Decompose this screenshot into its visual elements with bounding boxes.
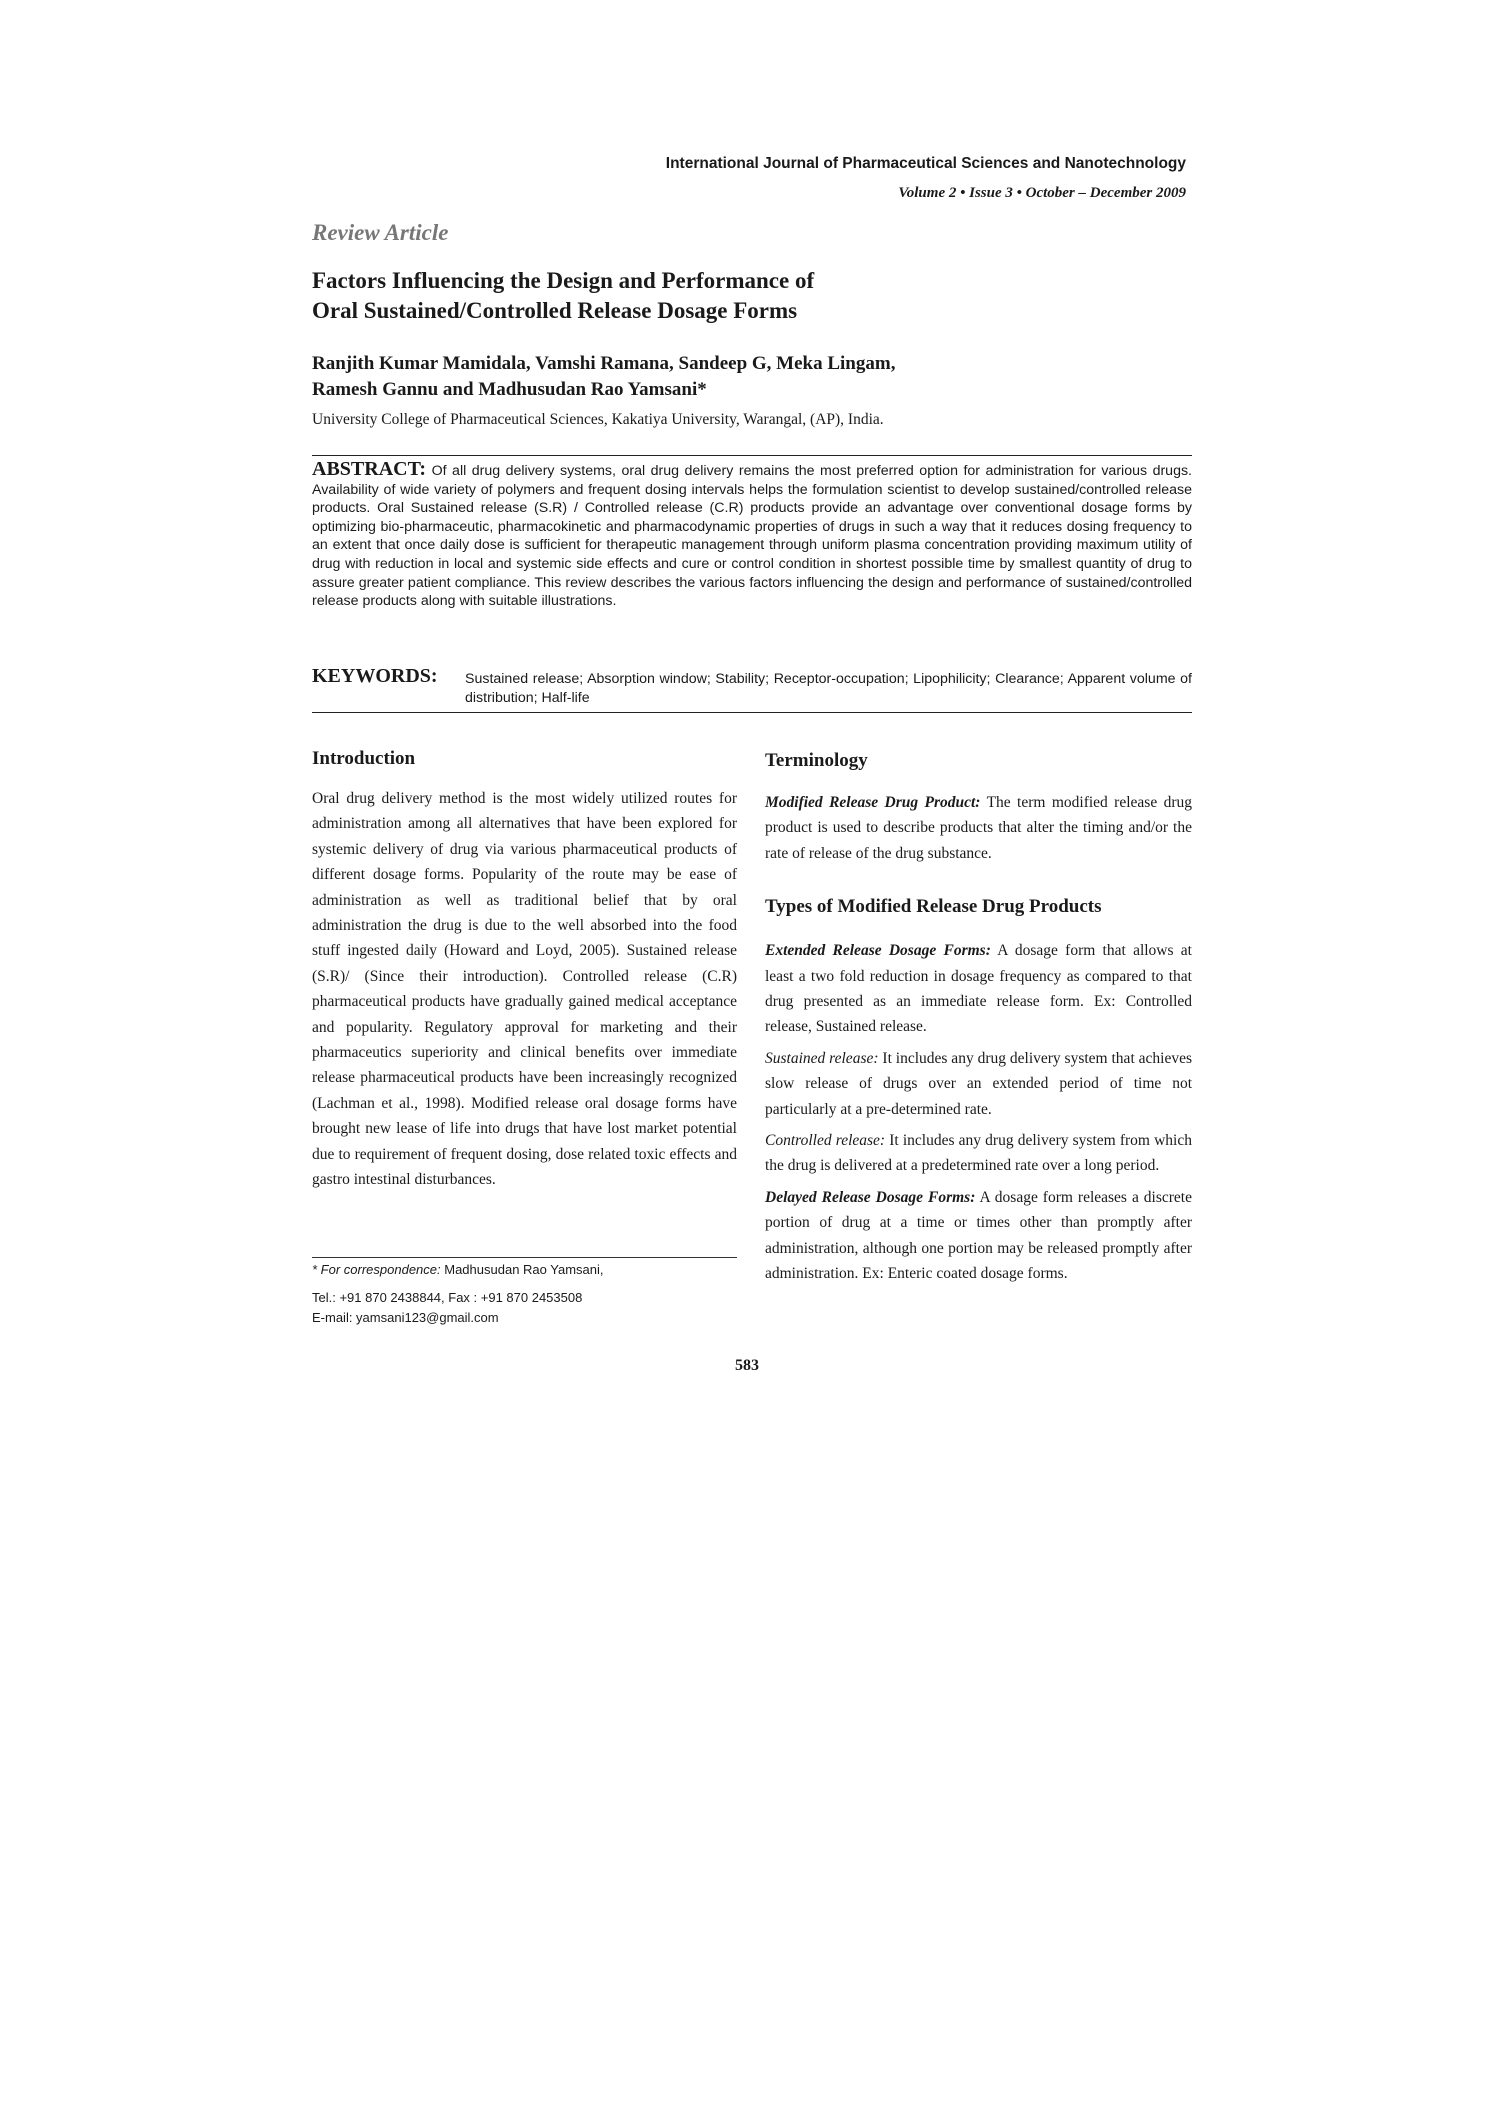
volume-issue-line: Volume 2 • Issue 3 • October – December 2009 <box>898 185 1186 201</box>
delayed-release-term: Delayed Release Dosage Forms: <box>765 1188 976 1206</box>
title-line-2: Oral Sustained/Controlled Release Dosage Forms <box>312 298 798 323</box>
article-title <box>312 266 1112 326</box>
left-column <box>312 748 737 1193</box>
extended-release-definition <box>765 938 1192 1040</box>
introduction-text: Oral drug delivery method is the most widely utilized routes for administration among all alternatives that have been explored for systemic delivery of drug via various pharmaceutical products of different dosage forms. Popularity of the route may be ease of administration as well as traditional belief that by oral administration the drug is due to the well absorbed into the food stuff ingested daily (Howard and Loyd, 2005). Sustained release (S.R)/ (Since their introduction). Controlled release (C.R) pharmaceutical products have gradually gained medical acceptance and popularity. Regulatory approval for marketing and their pharmaceutics superiority and clinical benefits over immediate release pharmaceutical products have been increasingly recognized (Lachman et al., 1998). Modified release oral dosage forms have brought new lease of life into drugs that have lost market potential due to requirement of frequent dosing, dose related toxic effects and gastro intestinal disturbances. <box>312 790 737 1189</box>
affiliation: University College of Pharmaceutical Sciences, Kakatiya University, Warangal, (AP), India. <box>312 411 884 428</box>
footnote-correspondence <box>312 1262 737 1277</box>
footnote-name: Madhusudan Rao Yamsani, <box>444 1262 604 1277</box>
controlled-release-definition <box>765 1128 1192 1179</box>
sustained-release-text: It includes any drug delivery system that achieves slow release of drugs over an extended period of time not particularly at a pre-determined rate. <box>765 1049 1192 1118</box>
controlled-release-term: Controlled release: <box>765 1132 886 1150</box>
abstract-label: ABSTRACT: <box>312 458 427 480</box>
sustained-release-definition <box>765 1046 1192 1122</box>
footnote-rule <box>312 1257 737 1258</box>
keywords-bottom-rule <box>312 712 1192 713</box>
delayed-release-definition <box>765 1185 1192 1287</box>
terminology-heading: Terminology <box>765 750 868 771</box>
abstract-block <box>312 460 1192 611</box>
modified-release-definition <box>765 790 1192 866</box>
types-heading: Types of Modified Release Drug Products <box>765 896 1102 918</box>
controlled-release-text: It includes any drug delivery system from which the drug is delivered at a predetermined rate over a long period. <box>765 1132 1192 1175</box>
abstract-text: Of all drug delivery systems, oral drug delivery remains the most preferred option for administration for various drugs. Availability of wide variety of polymers and frequent dosing intervals helps the formulation scientist to develop sustained/controlled release products. Oral Sustained release (S.R) / Controlled release (C.R) products provide an advantage over conventional dosage forms by optimizing bio-pharmaceutic, pharmacokinetic and pharmacodynamic properties of drugs in such a way that it reduces dosing frequency to an extent that once daily dose is sufficient for therapeutic management through uniform plasma concentration providing maximum utility of drug with reduction in local and systemic side effects and cure or control condition in shortest possible time by smallest quantity of drug to assure greater patient compliance. This review describes the various factors influencing the design and performance of sustained/controlled release products along with suitable illustrations. <box>312 463 1192 610</box>
journal-name: International Journal of Pharmaceutical Sciences and Nanotechnology <box>665 155 1186 172</box>
delayed-release-text: A dosage form releases a discrete portion of drug at a time or times other than promptly after administration, although one portion may be released promptly after administration. Ex: Enteric coated dosage forms. <box>765 1188 1192 1283</box>
sustained-release-term: Sustained release: <box>765 1049 879 1067</box>
abstract-top-rule <box>312 455 1192 456</box>
author-list <box>312 351 1132 403</box>
footnote-phone: Tel.: +91 870 2438844, Fax : +91 870 2453508 <box>312 1290 583 1305</box>
footnote-email: E-mail: yamsani123@gmail.com <box>312 1310 499 1325</box>
author-line-2: Ramesh Gannu and Madhusudan Rao Yamsani* <box>312 379 707 400</box>
extended-release-text: A dosage form that allows at least a two fold reduction in dosage frequency as compared to that drug presented as an immediate release form. Ex: Controlled release, Sustained release. <box>765 942 1192 1036</box>
author-line-1: Ranjith Kumar Mamidala, Vamshi Ramana, Sandeep G, Meka Lingam, <box>312 353 896 374</box>
right-column <box>765 750 1192 1287</box>
keywords-text: Sustained release; Absorption window; Stability; Receptor-occupation; Lipophilicity; Clearance; Apparent volume of distribution; Half-life <box>465 671 1192 706</box>
title-line-1: Factors Influencing the Design and Performance of <box>312 268 815 293</box>
keywords-label: KEYWORDS: <box>312 665 438 687</box>
introduction-heading: Introduction <box>312 748 416 769</box>
footnote-label: * For correspondence: <box>312 1262 441 1277</box>
modified-release-term: Modified Release Drug Product: <box>765 794 981 811</box>
article-type-label: Review Article <box>312 220 449 245</box>
page-number: 583 <box>735 1357 759 1374</box>
extended-release-term: Extended Release Dosage Forms: <box>765 942 991 960</box>
modified-release-text: The term modified release drug product is used to describe products that alter the timing and/or the rate of release of the drug substance. <box>765 794 1192 862</box>
